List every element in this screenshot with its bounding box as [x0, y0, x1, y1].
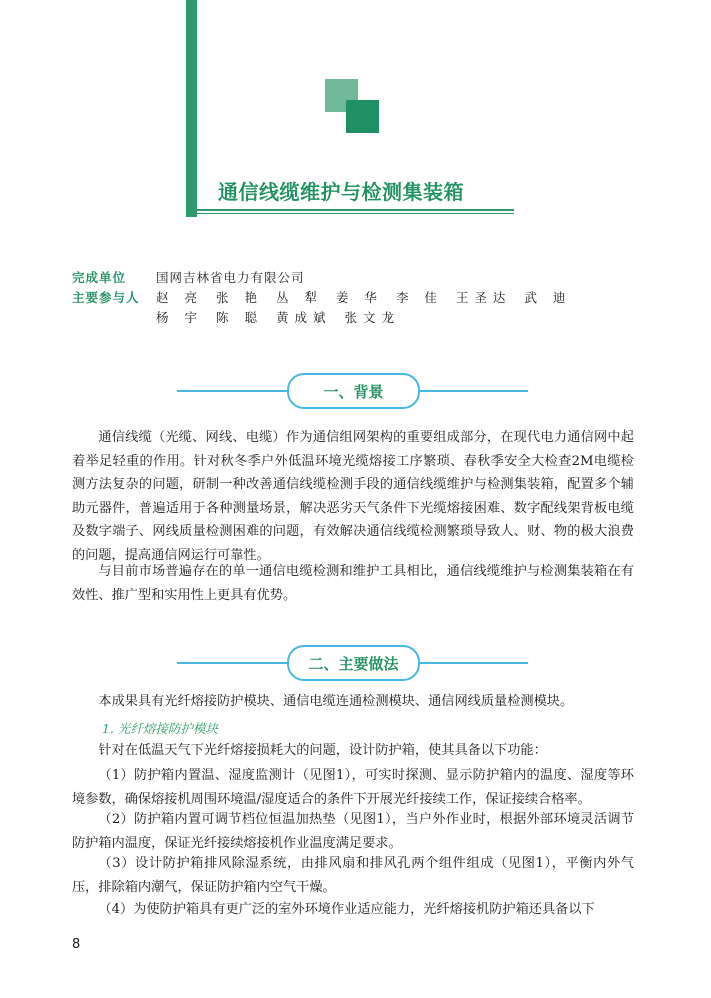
participant-name: 黄成斌 — [275, 310, 332, 325]
section-heading-practice — [177, 645, 528, 681]
participant-name: 张 艳 — [215, 290, 263, 305]
participant-name: 武 迪 — [524, 290, 572, 305]
participant-name: 杨 宇 — [156, 310, 203, 325]
title-underline-thin — [197, 213, 514, 214]
section-title: 一、背景 — [287, 373, 420, 409]
heading-rule-right — [416, 390, 528, 392]
participants-list — [156, 288, 626, 328]
unit-label: 完成单位 — [72, 270, 127, 285]
practice-item-2: （2）防护箱内置可调节档位恒温加热垫（见图1），当户外作业时，根据外部环境灵活调节防护箱内温度，保证光纤接续熔接机作业温度满足要求。 — [72, 812, 634, 851]
participant-name: 张文龙 — [344, 310, 400, 325]
section-title: 二、主要做法 — [287, 645, 420, 681]
unit-value: 国网吉林省电力有限公司 — [156, 270, 305, 285]
section-heading-background — [177, 373, 528, 409]
subsection-heading: 1. 光纤熔接防护模块 — [102, 721, 218, 736]
title-underline — [197, 209, 514, 211]
heading-rule-right — [416, 662, 528, 664]
practice-item-1: （1）防护箱内置温、湿度监测计（见图1），可实时探测、显示防护箱内的温度、湿度等环境参数，确保熔接机周围环境温/湿度适合的条件下开展光纤接续工作，保证接续合格率。 — [72, 768, 634, 807]
background-paragraph-1: 通信线缆（光缆、网线、电缆）作为通信组网架构的重要组成部分，在现代电力通信网中起着举足轻重的作用。针对秋冬季户外低温环境光缆熔接工序繁琐、春秋季安全大检查2M电缆检测方法复杂的问题，研制一种改善通信线缆检测手段的通信线缆维护与检测集装箱，配置多个辅助元器件，普遍适用于各种测量场景，解决恶劣天气条件下光缆熔接困难、数字配线架背板电缆及数字端子、网线质量检测困难的问题，有效解决通信线缆检测繁琐导致人、财、物的极大浪费的问题，提高通信网运行可靠性。 — [72, 430, 634, 563]
unit-row — [72, 268, 626, 288]
participant-name: 姜 华 — [335, 290, 383, 305]
page-title: 通信线缆维护与检测集装箱 — [218, 180, 464, 204]
participant-name: 陈 聪 — [215, 310, 263, 325]
heading-rule-left — [177, 662, 289, 664]
participant-name: 王圣达 — [455, 290, 512, 305]
heading-rule-left — [177, 390, 289, 392]
header-vertical-bar — [186, 0, 197, 217]
practice-lead: 针对在低温天气下光纤熔接损耗大的问题，设计防护箱，使其具备以下功能： — [98, 743, 547, 758]
participants-label: 主要参与人 — [72, 290, 140, 305]
page-number: 8 — [72, 937, 81, 952]
practice-item-4: （4）为使防护箱具有更广泛的室外环境作业适应能力，光纤熔接机防护箱还具备以下 — [98, 902, 595, 917]
practice-intro: 本成果具有光纤熔接防护模块、通信电缆连通检测模块、通信网线质量检测模块。 — [98, 694, 574, 709]
decorative-square-dark — [346, 100, 379, 133]
participant-name: 李 佳 — [395, 290, 443, 305]
background-paragraph-2: 与目前市场普遍存在的单一通信电缆检测和维护工具相比，通信线缆维护与检测集装箱在有效性、推广型和实用性上更具有优势。 — [72, 564, 634, 603]
practice-item-3: （3）设计防护箱排风除湿系统，由排风扇和排风孔两个组件组成（见图1），平衡内外气压，排除箱内潮气，保证防护箱内空气干燥。 — [72, 856, 634, 895]
participants-row — [72, 288, 626, 328]
participant-name: 丛 犁 — [275, 290, 323, 305]
participant-name: 赵 亮 — [156, 290, 203, 305]
credits-block — [72, 268, 626, 328]
